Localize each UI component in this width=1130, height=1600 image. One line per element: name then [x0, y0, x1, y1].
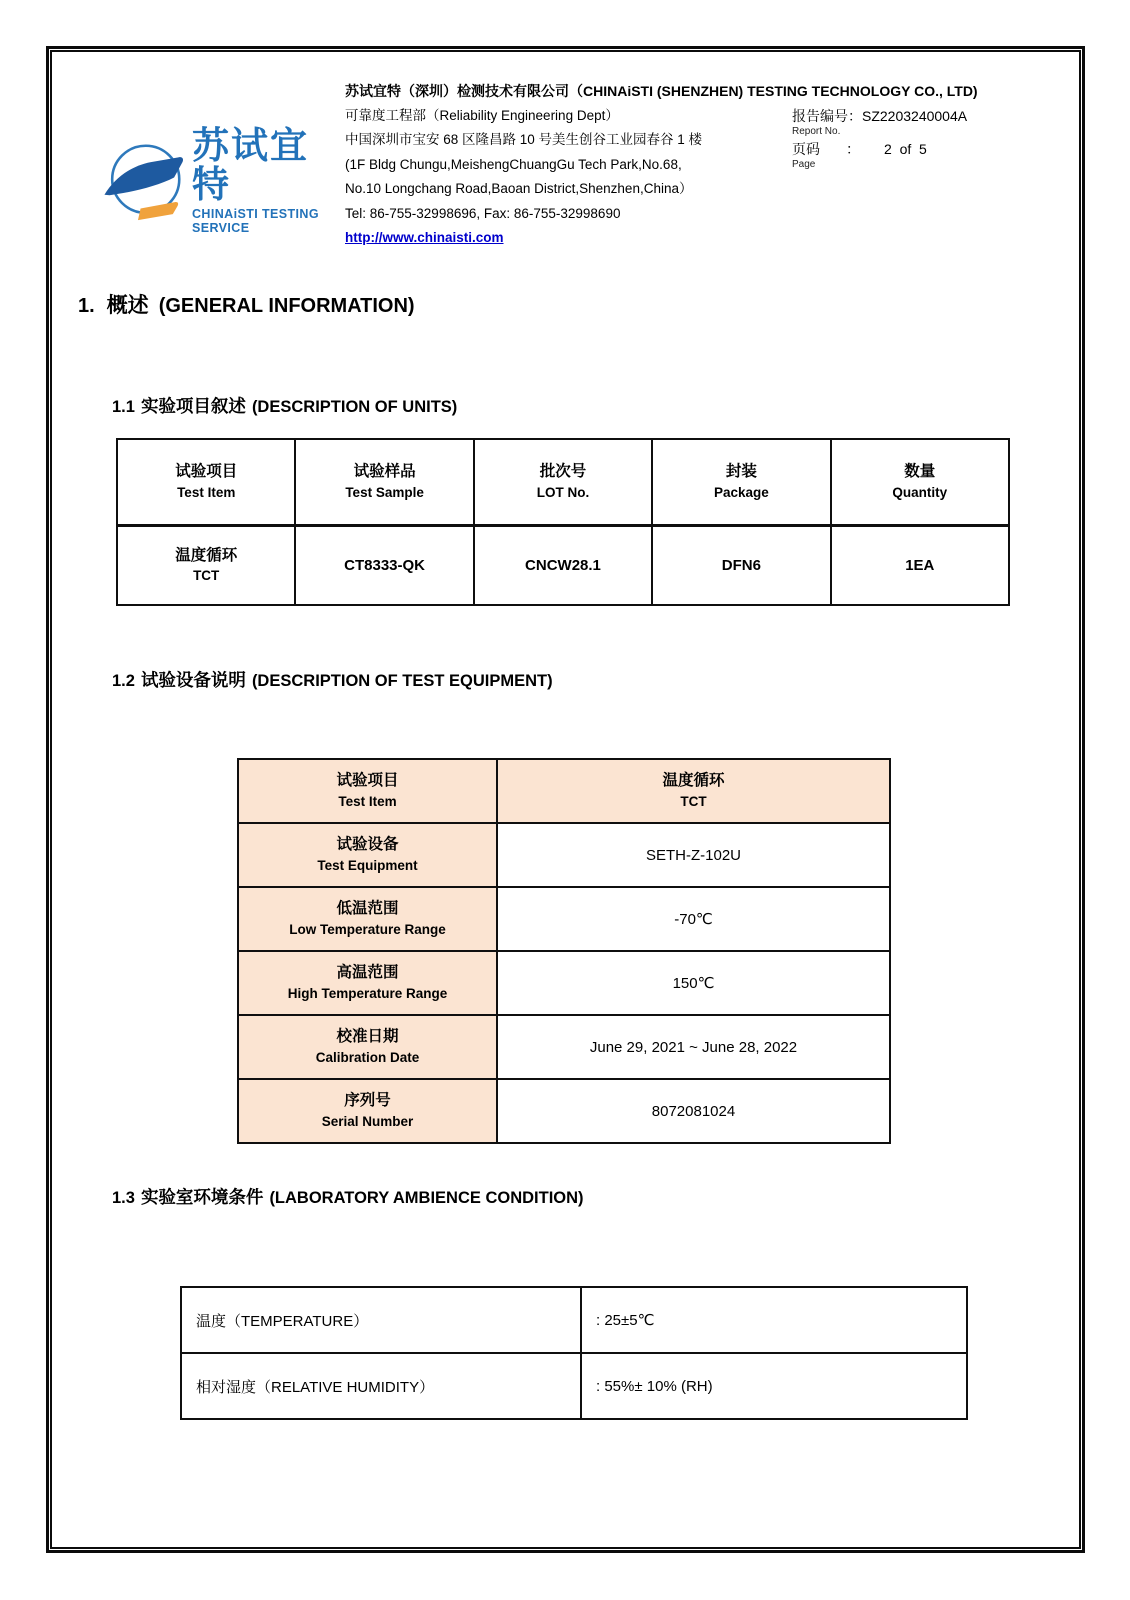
- equipment-value-high-temp: 150℃: [497, 951, 890, 1015]
- department-line: 可靠度工程部（Reliability Engineering Dept）: [345, 107, 619, 123]
- equipment-value-low-temp: -70℃: [497, 887, 890, 951]
- units-header-test-item-en: Test Item: [177, 484, 236, 500]
- equipment-value-test-item-en: TCT: [680, 793, 707, 809]
- units-header-test-item-cn: 试验项目: [175, 463, 238, 481]
- equipment-label-low-temp-en: Low Temperature Range: [289, 921, 446, 937]
- units-value-item-en: TCT: [193, 568, 220, 584]
- units-header-test-item: [117, 439, 295, 525]
- equipment-table: [237, 758, 891, 1144]
- units-cell-test-sample: CT8333-QK: [295, 525, 473, 605]
- equipment-label-test-equipment: [238, 823, 497, 887]
- ambience-label-temperature: 温度（TEMPERATURE）: [181, 1287, 581, 1353]
- equipment-row-serial-number: [238, 1079, 890, 1143]
- units-table: [116, 438, 1010, 606]
- section-1-heading: [78, 289, 415, 319]
- equipment-label-low-temp: [238, 887, 497, 951]
- equipment-label-calibration-date-cn: 校准日期: [336, 1028, 399, 1046]
- address-chinese: 中国深圳市宝安 68 区隆昌路 10 号美生创谷工业园春谷 1 楼: [345, 132, 703, 147]
- address-english-line2: No.10 Longchang Road,Baoan District,Shenzhen,China）: [345, 181, 693, 196]
- page-value: 2 of 5: [884, 141, 927, 157]
- section-1-1-title-cn: 实验项目叙述: [140, 396, 246, 416]
- units-table-header-row: [117, 439, 1009, 525]
- logo-chinese-name: 苏试宜特: [192, 124, 309, 205]
- logo-text: [192, 124, 342, 236]
- section-1-title-cn: 概述: [106, 294, 149, 317]
- equipment-label-high-temp: [238, 951, 497, 1015]
- units-table-data-row: [117, 525, 1009, 605]
- address-english-line1: (1F Bldg Chungu,MeishengChuangGu Tech Park,No.68,: [345, 156, 682, 172]
- section-1-number: 1.: [78, 295, 95, 317]
- company-logo: [98, 124, 342, 236]
- units-header-test-sample-cn: 试验样品: [353, 463, 416, 481]
- equipment-row-high-temp: [238, 951, 890, 1015]
- ambience-value-humidity: : 55%± 10% (RH): [581, 1353, 967, 1419]
- equipment-row-low-temp: [238, 887, 890, 951]
- section-1-1-number: 1.1: [112, 398, 135, 416]
- report-no-line: [792, 108, 1032, 125]
- units-header-test-sample-en: Test Sample: [345, 484, 424, 500]
- units-header-quantity-cn: 数量: [904, 463, 936, 481]
- ambience-value-temperature: : 25±5℃: [581, 1287, 967, 1353]
- units-header-package-en: Package: [713, 484, 769, 500]
- units-cell-quantity: 1EA: [831, 525, 1009, 605]
- section-1-2-number: 1.2: [112, 672, 135, 690]
- website-link[interactable]: http://www.chinaisti.com: [345, 230, 504, 245]
- equipment-label-high-temp-cn: 高温范围: [336, 964, 399, 982]
- units-header-lot-no: [474, 439, 652, 525]
- equipment-value-test-item-cn: 温度循环: [662, 772, 725, 790]
- ambience-row-humidity: [181, 1353, 967, 1419]
- equipment-label-test-equipment-cn: 试验设备: [336, 836, 399, 854]
- logo-english-name: CHINAiSTI TESTING SERVICE: [192, 207, 319, 236]
- equipment-value-calibration-date: June 29, 2021 ~ June 28, 2022: [497, 1015, 890, 1079]
- equipment-value-test-item: [497, 759, 890, 823]
- equipment-label-calibration-date: [238, 1015, 497, 1079]
- ambience-row-temperature: [181, 1287, 967, 1353]
- equipment-label-serial-number: [238, 1079, 497, 1143]
- report-no-value: SZ2203240004A: [862, 108, 968, 124]
- page-colon: ：: [846, 141, 860, 157]
- section-1-2-heading: [112, 667, 553, 692]
- units-cell-test-item: [117, 525, 295, 605]
- units-header-quantity: [831, 439, 1009, 525]
- page-sublabel: Page: [792, 159, 816, 170]
- units-cell-package: DFN6: [652, 525, 830, 605]
- section-1-1-title-en: (DESCRIPTION OF UNITS): [251, 398, 458, 416]
- page-number-line: [792, 141, 1032, 158]
- equipment-label-serial-number-en: Serial Number: [321, 1113, 414, 1129]
- units-header-package-cn: 封装: [725, 463, 757, 481]
- report-info-block: [792, 108, 1032, 174]
- page-label: 页码: [792, 141, 820, 157]
- units-header-lot-no-en: LOT No.: [536, 484, 590, 500]
- units-value-item-cn: 温度循环: [175, 546, 238, 564]
- units-header-test-sample: [295, 439, 473, 525]
- company-name: 苏试宜特（深圳）检测技术有限公司（CHINAiSTI (SHENZHEN) TESTING TECHNOLOGY CO., LTD): [345, 83, 978, 99]
- equipment-row-test-item: [238, 759, 890, 823]
- equipment-label-serial-number-cn: 序列号: [344, 1092, 391, 1110]
- equipment-label-calibration-date-en: Calibration Date: [315, 1049, 420, 1065]
- units-header-package: [652, 439, 830, 525]
- report-no-sublabel: Report No.: [792, 126, 841, 137]
- section-1-3-number: 1.3: [112, 1189, 135, 1207]
- equipment-row-test-equipment: [238, 823, 890, 887]
- chinaisti-logo-icon: [98, 138, 190, 224]
- section-1-2-title-en: (DESCRIPTION OF TEST EQUIPMENT): [251, 672, 553, 690]
- section-1-3-title-cn: 实验室环境条件: [140, 1187, 264, 1207]
- ambience-label-humidity: 相对湿度（RELATIVE HUMIDITY）: [181, 1353, 581, 1419]
- tel-fax-line: Tel: 86-755-32998696, Fax: 86-755-32998690: [345, 205, 621, 221]
- section-1-3-title-en: (LABORATORY AMBIENCE CONDITION): [269, 1189, 584, 1207]
- units-header-lot-no-cn: 批次号: [539, 463, 587, 481]
- equipment-label-test-item-en: Test Item: [338, 793, 397, 809]
- section-1-1-heading: [112, 393, 457, 418]
- section-1-3-heading: [112, 1184, 584, 1209]
- equipment-label-low-temp-cn: 低温范围: [336, 900, 399, 918]
- ambience-table: [180, 1286, 968, 1420]
- equipment-label-test-item: [238, 759, 497, 823]
- equipment-row-calibration-date: [238, 1015, 890, 1079]
- equipment-value-serial-number: 8072081024: [497, 1079, 890, 1143]
- equipment-value-test-equipment: SETH-Z-102U: [497, 823, 890, 887]
- equipment-label-high-temp-en: High Temperature Range: [287, 985, 448, 1001]
- units-header-quantity-en: Quantity: [892, 484, 948, 500]
- section-1-title-en: (GENERAL INFORMATION): [158, 295, 415, 317]
- equipment-label-test-item-cn: 试验项目: [336, 772, 399, 790]
- units-cell-lot-no: CNCW28.1: [474, 525, 652, 605]
- report-no-label: 报告编号：: [792, 108, 862, 124]
- equipment-label-test-equipment-en: Test Equipment: [317, 857, 418, 873]
- section-1-2-title-cn: 试验设备说明: [140, 670, 246, 690]
